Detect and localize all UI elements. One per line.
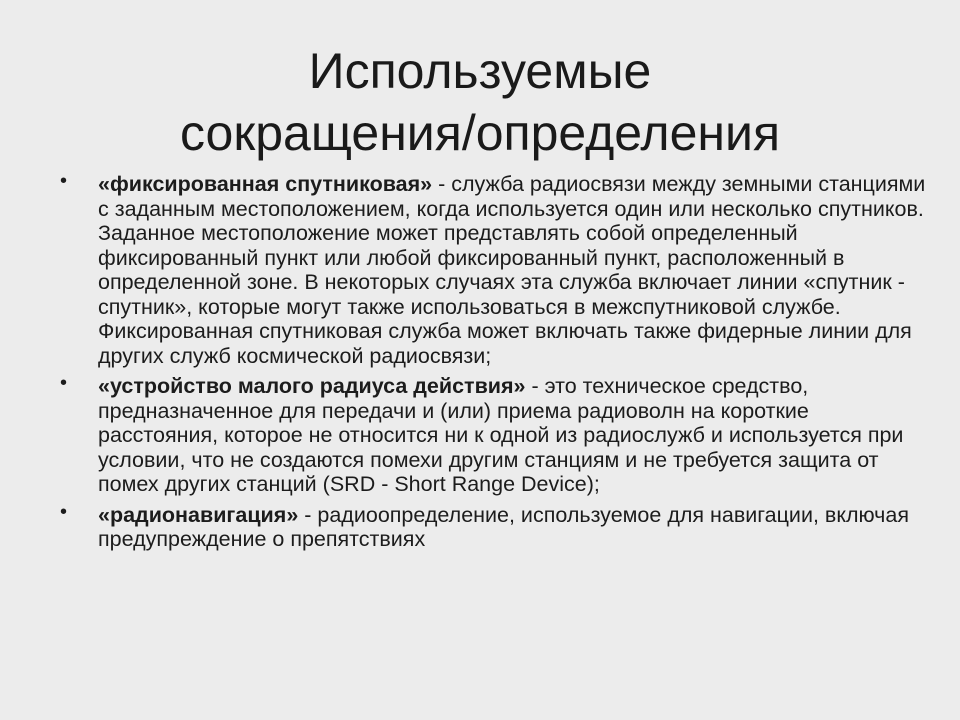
definition-text: - радиоопределение, используемое для навигации, включая предупреждение о препятствиях: [98, 502, 909, 551]
title-line-1: Используемые: [308, 43, 652, 99]
definition-item-short-range-device: [60, 374, 930, 497]
definition-term: «радионавигация»: [98, 502, 299, 527]
slide-title: [0, 40, 960, 164]
definition-term: «устройство малого радиуса действия»: [98, 374, 526, 398]
definition-term: «фиксированная спутниковая»: [98, 172, 433, 196]
bullet-marker: •: [60, 500, 68, 523]
definition-item-fixed-satellite: [60, 172, 930, 368]
title-line-2: сокращения/определения: [179, 105, 781, 161]
definition-text: - это техническое средство, предназначенное для передачи и (или) приема радиоволн на короткие расстояния, которое не относится ни к одной из радиослужб и используется при условии, что не создаются помехи другим станциям и не требуется защита от помех других станций (SRD - Short Range Device);: [98, 374, 904, 496]
bullet-marker: •: [60, 170, 68, 192]
bullet-marker: •: [60, 372, 68, 394]
definition-item-radionavigation: [60, 500, 930, 552]
definitions-list: [60, 172, 930, 558]
definition-text: - служба радиосвязи между земными станциями с заданным местоположением, когда используется один или несколько спутников. Заданное местоположение может представлять собой определенный фиксированный пункт или любой фиксированный пункт, расположенный в определенной зоне. В некоторых случаях эта служба включает линии «спутник - спутник», которые могут также использоваться в межспутниковой службе. Фиксированная спутниковая служба может включать также фидерные линии для других служб космической радиосвязи;: [98, 172, 926, 368]
